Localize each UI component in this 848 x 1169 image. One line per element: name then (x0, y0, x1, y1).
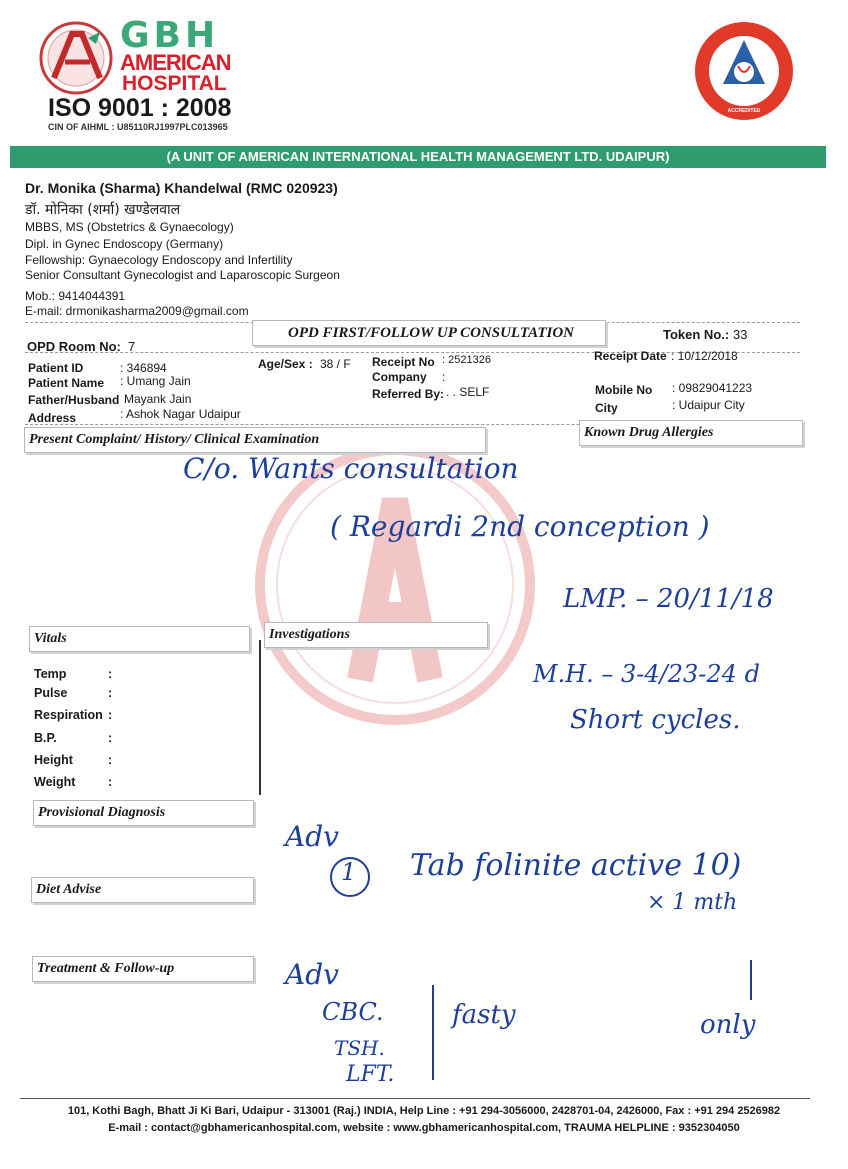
handwriting-only: only (700, 1010, 756, 1040)
nabh-label: NABH (730, 94, 758, 103)
vital-weight-colon: : (108, 775, 113, 789)
vital-respiration-colon: : (108, 708, 113, 722)
receipt-no-label: Receipt No (372, 355, 435, 369)
handwriting-short-cycles: Short cycles. (570, 705, 741, 735)
receipt-date-label: Receipt Date (594, 349, 667, 363)
footer-line (20, 1098, 810, 1099)
father-value: Mayank Jain (124, 392, 192, 406)
handwriting-complaint: C/o. Wants consultation (183, 452, 519, 485)
iso-cert: ISO 9001 : 2008 (48, 94, 232, 122)
hospital-logo-icon (38, 20, 114, 96)
brand-hospital: HOSPITAL (122, 72, 227, 95)
diagnosis-section: Provisional Diagnosis (33, 800, 254, 826)
vital-height-colon: : (108, 753, 113, 767)
unit-banner-text: (A UNIT OF AMERICAN INTERNATIONAL HEALTH MANAGEMENT LTD. UDAIPUR) (166, 149, 670, 164)
handwriting-mh: M.H. – 3-4/23-24 d (533, 660, 760, 688)
nabh-badge-icon (693, 20, 795, 122)
token-value: 33 (733, 327, 748, 342)
opd-room-label: OPD Room No: (27, 339, 121, 354)
vital-bp-colon: : (108, 731, 113, 745)
patient-name-label: Patient Name (28, 376, 105, 390)
handwriting-fasting: fasty (452, 1000, 516, 1030)
doctor-name-hindi: डॉ. मोनिका (शर्मा) खण्डेलवाल (25, 202, 181, 218)
address-label: Address (28, 411, 77, 425)
patient-id-label: Patient ID (28, 361, 84, 375)
doctor-fellowship: Fellowship: Gynaecology Endoscopy and Infertility (25, 253, 293, 267)
footer-contact: E-mail : contact@gbhamericanhospital.com, website : www.gbhamericanhospital.com, TRAUMA HELPLINE : 9352304050 (108, 1122, 740, 1134)
doctor-designation: Senior Consultant Gynecologist and Laparoscopic Surgeon (25, 268, 340, 282)
patient-id: : 346894 (120, 361, 167, 375)
handwriting-rx-number: 1 (341, 858, 357, 886)
allergies-section: Known Drug Allergies (579, 420, 803, 446)
vital-height-label: Height (34, 753, 73, 767)
vital-pulse-label: Pulse (34, 686, 68, 700)
handwriting-test-tsh: TSH. (334, 1036, 385, 1060)
consultation-title: OPD FIRST/FOLLOW UP CONSULTATION (252, 320, 606, 346)
tests-bracket (424, 985, 434, 1080)
handwriting-regarding: ( Regardi 2nd conception ) (330, 510, 710, 543)
vitals-divider (259, 640, 261, 795)
patient-name: : Umang Jain (120, 374, 191, 388)
company-label: Company (372, 370, 427, 384)
city-value: : Udaipur City (672, 398, 745, 412)
company-value: : (442, 370, 446, 384)
handwriting-test-cbc: CBC. (322, 998, 384, 1026)
vital-pulse-colon: : (108, 686, 113, 700)
doctor-qualification: MBBS, MS (Obstetrics & Gynaecology) (25, 220, 234, 234)
handwriting-adv-2: Adv (285, 958, 339, 991)
brand-gbh: GBH (120, 15, 220, 56)
father-label: Father/Husband (28, 393, 120, 407)
token-label: Token No.: (663, 327, 730, 342)
nabh-accredited: ACCREDITED (727, 108, 761, 114)
agesex-value: 38 / F (320, 357, 351, 371)
receipt-date: : 10/12/2018 (671, 349, 738, 363)
diet-section: Diet Advise (31, 877, 254, 903)
footer-address: 101, Kothi Bagh, Bhatt Ji Ki Bari, Udaipur - 313001 (Raj.) INDIA, Help Line : +91 294-3056000, 2428701-04, 2426000, Fax : +91 294 2526982 (67, 1105, 781, 1117)
receipt-no: : 2521326 (442, 354, 491, 366)
handwriting-adv-1: Adv (285, 820, 339, 853)
brand-american: AMERICAN (120, 50, 231, 75)
doctor-name: Dr. Monika (Sharma) Khandelwal (RMC 020923) (25, 180, 338, 196)
vitals-section: Vitals (29, 626, 250, 652)
investigations-section: Investigations (264, 622, 488, 648)
handwriting-rx-drug: Tab folinite active 10) (410, 848, 742, 883)
handwriting-test-lft: LFT. (346, 1062, 395, 1087)
mobile-value: : 09829041223 (672, 381, 753, 395)
agesex-label: Age/Sex : (258, 357, 313, 371)
address-value: : Ashok Nagar Udaipur (120, 407, 241, 421)
treatment-section: Treatment & Follow-up (32, 956, 254, 982)
opd-room-value: 7 (128, 339, 136, 354)
referred-value: . . SELF (446, 385, 490, 399)
only-stroke (750, 960, 752, 1000)
cin-number: CIN OF AIHML : U85110RJ1997PLC013965 (48, 122, 228, 132)
vital-weight-label: Weight (34, 775, 76, 789)
doctor-mobile: Mob.: 9414044391 (25, 289, 126, 303)
unit-banner (10, 146, 826, 168)
vital-bp-label: B.P. (34, 731, 57, 745)
vital-temp-label: Temp (34, 667, 67, 681)
vital-respiration-label: Respiration (34, 708, 103, 722)
mobile-label: Mobile No (595, 383, 653, 397)
referred-label: Referred By: (372, 387, 445, 401)
complaint-section: Present Complaint/ History/ Clinical Examination (24, 427, 486, 453)
city-label: City (595, 401, 618, 415)
handwriting-rx-duration: × 1 mth (647, 890, 738, 915)
doctor-diploma: Dipl. in Gynec Endoscopy (Germany) (25, 237, 224, 251)
doctor-email: E-mail: drmonikasharma2009@gmail.com (25, 304, 249, 318)
vital-temp-colon: : (108, 667, 113, 681)
handwriting-lmp: LMP. – 20/11/18 (563, 584, 774, 614)
